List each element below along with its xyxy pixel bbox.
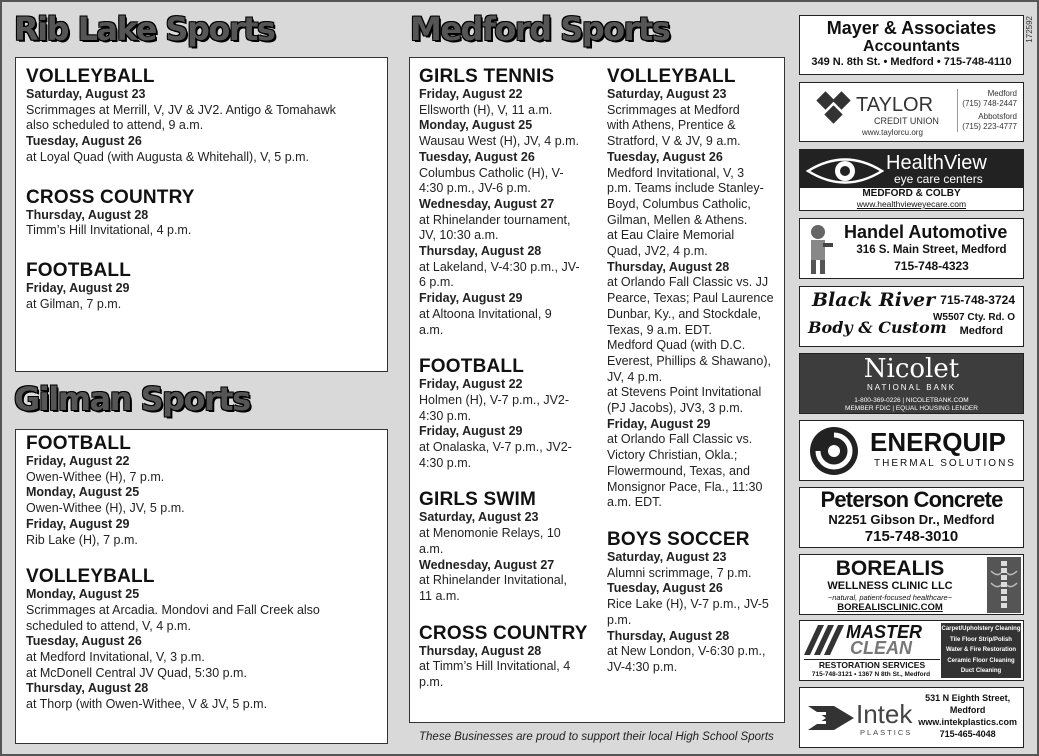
sponsor-note: These Businesses are proud to support their local High School Sports — [419, 731, 774, 743]
intek-name: Intek — [856, 699, 913, 729]
gilman-schedule — [15, 429, 388, 744]
event-date: Saturday, August 23 — [607, 87, 727, 101]
event-detail: Pearce, Texas; Paul Laurence — [607, 291, 774, 306]
ad-number: 172592 — [1025, 16, 1034, 43]
event-detail: Everest, Phillips & Shawano), — [607, 353, 771, 368]
event-detail: Scrimmages at Merrill, V, JV & JV2. Antigo & Tomahawk — [26, 102, 336, 117]
section-title: VOLLEYBALL — [26, 66, 155, 87]
section-title: CROSS COUNTRY — [419, 622, 588, 644]
event-detail: Gilman, Mellen & Athens. — [607, 212, 748, 227]
healthview-locations: MEDFORD & COLBY — [862, 188, 961, 199]
taylor-phone2: (715) 223-4777 — [962, 122, 1017, 131]
blackriver-address: W5507 Cty. Rd. O — [932, 312, 1015, 323]
event-detail: Boyd, Columbus Catholic, — [607, 196, 751, 211]
event-detail: at Orlando Fall Classic vs. JJ — [607, 275, 769, 290]
event-detail: at Menomonie Relays, 10 — [419, 526, 561, 541]
event-detail: scheduled to attend, V, 4 p.m. — [26, 618, 191, 633]
schedule-section — [419, 356, 597, 471]
borealis-tagline: ~natural, patient-focused healthcare~ — [827, 593, 953, 602]
event-detail: at New London, V-6:30 p.m., — [607, 644, 766, 659]
master-name2: CLEAN — [850, 638, 912, 658]
event-date: Friday, August 29 — [607, 416, 711, 431]
master-clean-stripes-icon — [804, 625, 844, 655]
event-date: Tuesday, August 26 — [26, 634, 142, 649]
mayer-address: 349 N. 8th St. • Medford • 715-748-4110 — [811, 56, 1012, 68]
peterson-address: N2251 Gibson Dr., Medford — [828, 512, 995, 527]
event-detail: 4:30 p.m. — [419, 455, 472, 470]
event-detail: also scheduled to attend, 9 a.m. — [26, 118, 204, 133]
ad-taylor-credit-union — [799, 82, 1024, 142]
schedule-section — [419, 623, 597, 691]
event-detail: 4:30 p.m. — [419, 408, 472, 423]
event-date: Saturday, August 23 — [607, 549, 727, 564]
enerquip-sub: THERMAL SOLUTIONS — [874, 458, 1016, 469]
ad-enerquip — [799, 420, 1024, 481]
event-detail: at Onalaska, V-7 p.m., JV2- — [419, 440, 572, 455]
event-date: Thursday, August 28 — [419, 244, 542, 259]
event-detail: at Thorp (with Owen-Withee, V & JV, 5 p.m. — [26, 697, 268, 712]
event-detail: p.m. Teams include Stanley- — [607, 181, 764, 196]
event-detail: 11 a.m. — [419, 588, 460, 603]
event-detail: at Eau Claire Memorial — [607, 228, 735, 243]
taylor-name: TAYLOR — [856, 94, 934, 116]
taylor-sub: CREDIT UNION — [874, 116, 939, 126]
event-date: Thursday, August 28 — [607, 259, 730, 274]
event-detail: Victory Christian, Okla.; — [607, 448, 738, 463]
section-title: FOOTBALL — [26, 433, 132, 454]
rib-lake-banner: Rib Lake Sports — [14, 10, 275, 48]
schedule-section — [419, 489, 597, 604]
event-detail: at Rhinelander tournament, — [419, 212, 571, 227]
event-detail: at Lakeland, V-4:30 p.m., JV- — [419, 259, 580, 274]
section-title: FOOTBALL — [419, 356, 525, 378]
healthview-name: HealthView — [886, 152, 987, 174]
borealis-name: BOREALIS — [835, 557, 945, 580]
medford-right-column — [607, 66, 785, 694]
rib-lake-schedule — [15, 57, 388, 372]
event-detail: Rice Lake (H), V-7 p.m., JV-5 — [607, 597, 769, 612]
event-date: Thursday, August 28 — [419, 643, 542, 658]
event-detail: Texas, 9 a.m. EDT. — [607, 322, 712, 337]
event-detail: at Stevens Point Invitational — [607, 385, 762, 400]
event-detail: Wausau West (H), JV, 4 p.m. — [419, 134, 580, 149]
event-detail: Alumni scrimmage, 7 p.m. — [607, 565, 752, 580]
enerquip-swirl-icon — [804, 425, 864, 477]
event-detail: Quad, JV2, 4 p.m. — [607, 244, 708, 259]
master-name1: MASTER — [846, 622, 922, 642]
blackriver-city: Medford — [959, 325, 1003, 337]
event-detail: Scrimmages at Medford — [607, 102, 740, 117]
event-date: Wednesday, August 27 — [419, 557, 555, 572]
event-date: Thursday, August 28 — [26, 207, 149, 222]
blackriver-name2: Body & Custom — [808, 318, 947, 337]
section-title: VOLLEYBALL — [607, 66, 736, 87]
section-title: GIRLS TENNIS — [419, 66, 555, 87]
taylor-contacts — [957, 89, 1017, 132]
ad-healthview — [799, 149, 1024, 211]
ad-intek-plastics — [799, 687, 1024, 748]
peterson-phone: 715-748-3010 — [864, 528, 959, 545]
event-detail: p.m. — [607, 612, 632, 627]
nicolet-sub: NATIONAL BANK — [866, 383, 957, 392]
healthview-footer — [800, 188, 1023, 210]
event-detail: JV, 10:30 a.m. — [419, 228, 499, 243]
event-date: Monday, August 25 — [26, 587, 140, 602]
borealis-url: BOREALISCLINIC.COM — [837, 602, 943, 613]
event-detail: Medford Quad (with D.C. — [607, 338, 746, 353]
master-service-item: Carpet/Upholstery Cleaning — [941, 626, 1021, 632]
taylor-loc2: Abbotsford — [978, 112, 1017, 121]
schedule-section — [26, 66, 377, 166]
event-detail: Rib Lake (H), 7 p.m. — [26, 532, 138, 547]
master-service-item: Duct Cleaning — [960, 668, 1002, 674]
schedule-section — [607, 66, 785, 511]
event-detail: Columbus Catholic (H), V- — [419, 165, 564, 180]
event-date: Friday, August 29 — [419, 424, 523, 439]
handel-phone: 715-748-4323 — [894, 259, 969, 273]
healthview-url: www.healthvieweyecare.com — [856, 199, 967, 209]
event-date: Friday, August 29 — [26, 516, 130, 531]
schedule-section — [26, 260, 377, 312]
master-services-list — [941, 623, 1021, 678]
event-detail: Flowermound, Texas, and — [607, 463, 750, 478]
spine-icon — [987, 557, 1021, 613]
event-date: Tuesday, August 26 — [26, 134, 142, 149]
intek-address: 531 N Eighth Street, — [925, 693, 1011, 703]
event-date: Tuesday, August 26 — [607, 581, 723, 596]
nicolet-member: MEMBER FDIC | EQUAL HOUSING LENDER — [845, 405, 978, 412]
section-title: BOYS SOCCER — [607, 528, 750, 550]
event-detail: 4:30 p.m., JV-6 p.m. — [419, 181, 531, 196]
intek-contacts — [918, 692, 1017, 740]
mechanic-icon — [805, 223, 833, 275]
schedule-section — [607, 529, 785, 676]
nicolet-name: Nicolet — [863, 354, 960, 384]
section-title: CROSS COUNTRY — [26, 186, 195, 208]
event-date: Friday, August 22 — [419, 377, 523, 392]
event-date: Monday, August 25 — [26, 485, 140, 500]
event-detail: (PJ Jacobs), JV3, 3 p.m. — [607, 401, 744, 416]
intek-phone: 715-465-4048 — [939, 729, 996, 739]
master-contact: 715-748-3121 • 1367 N 8th St., Medford — [811, 671, 931, 678]
master-service-item: Tile Floor Strip/Polish — [950, 636, 1012, 643]
event-detail: a.m. EDT. — [607, 495, 662, 510]
ad-black-river-body-custom — [799, 286, 1024, 347]
blackriver-name1: Black River — [812, 289, 936, 311]
event-detail: 6 p.m. — [419, 275, 454, 290]
event-date: Friday, August 22 — [419, 87, 523, 101]
event-detail: with Athens, Prentice & — [607, 118, 736, 133]
event-detail: at McDonell Central JV Quad, 5:30 p.m. — [26, 665, 247, 680]
master-service-item: Ceramic Floor Cleaning — [947, 657, 1015, 664]
event-detail: a.m. — [419, 322, 444, 337]
event-date: Thursday, August 28 — [607, 628, 730, 643]
event-detail: at Loyal Quad (with Augusta & Whitehall), V, 5 p.m. — [26, 149, 310, 164]
event-detail: Owen-Withee (H), 7 p.m. — [26, 469, 165, 484]
borealis-sub: WELLNESS CLINIC LLC — [827, 580, 953, 592]
master-sub: RESTORATION SERVICES — [804, 659, 940, 670]
schedule-section — [26, 566, 377, 713]
event-detail: Scrimmages at Arcadia. Mondovi and Fall Creek also — [26, 602, 320, 617]
peterson-name: Peterson Concrete — [820, 487, 1003, 512]
intek-arrow-icon — [808, 702, 854, 734]
event-detail: Dunbar, Ky., and Stockdale, — [607, 306, 762, 321]
event-detail: p.m. — [419, 675, 444, 690]
schedule-section — [419, 66, 597, 338]
ad-peterson-concrete — [799, 487, 1024, 548]
event-detail: at Gilman, 7 p.m. — [26, 296, 122, 311]
enerquip-name: ENERQUIP — [870, 427, 1006, 457]
handel-name: Handel Automotive — [844, 222, 1008, 242]
taylor-loc1: Medford — [987, 89, 1017, 98]
section-title: VOLLEYBALL — [26, 566, 155, 588]
eye-icon — [806, 154, 884, 188]
event-date: Tuesday, August 26 — [607, 149, 723, 164]
event-date: Saturday, August 23 — [26, 87, 146, 101]
section-title: FOOTBALL — [26, 259, 132, 281]
gilman-banner: Gilman Sports — [14, 380, 250, 418]
event-detail: Monsignor Pace, Fla., 11:30 — [607, 479, 763, 494]
event-detail: Timm’s Hill Invitational, 4 p.m. — [26, 223, 192, 238]
taylor-url: www.taylorcu.org — [862, 128, 923, 137]
taylor-phone1: (715) 748-2447 — [962, 99, 1017, 108]
event-detail: JV, 4 p.m. — [607, 369, 663, 384]
event-detail: at Altoona Invitational, 9 — [419, 306, 552, 321]
event-date: Thursday, August 28 — [26, 681, 149, 696]
event-detail: Medford Invitational, V, 3 — [607, 165, 745, 180]
ad-nicolet-bank — [799, 353, 1024, 414]
event-detail: at Medford Invitational, V, 3 p.m. — [26, 650, 205, 665]
event-date: Friday, August 29 — [419, 291, 523, 306]
event-detail: at Timm’s Hill Invitational, 4 — [419, 659, 571, 674]
handel-address: 316 S. Main Street, Medford — [856, 244, 1007, 256]
nicolet-contact: 1-800-369-0226 | NICOLETBANK.COM — [854, 397, 969, 404]
event-date: Friday, August 29 — [26, 280, 130, 295]
medford-banner: Medford Sports — [410, 10, 670, 48]
healthview-sub: eye care centers — [894, 172, 983, 186]
medford-schedule — [409, 57, 785, 723]
event-detail: at Orlando Fall Classic vs. — [607, 432, 753, 447]
taylor-logo-icon — [816, 91, 852, 127]
event-detail: a.m. — [419, 541, 444, 556]
ad-borealis — [799, 554, 1024, 615]
event-date: Monday, August 25 — [419, 118, 533, 133]
event-detail: Owen-Withee (H), JV, 5 p.m. — [26, 501, 185, 516]
event-detail: Stratford, V & JV, 9 a.m. — [607, 134, 741, 149]
schedule-section — [26, 433, 377, 548]
section-title: GIRLS SWIM — [419, 489, 537, 511]
event-date: Tuesday, August 26 — [419, 149, 535, 164]
ad-mayer-associates — [799, 15, 1024, 75]
ad-master-clean — [799, 620, 1024, 681]
master-service-item: Water & Fire Restoration — [945, 647, 1017, 653]
event-detail: Ellsworth (H), V, 11 a.m. — [419, 102, 553, 117]
event-date: Saturday, August 23 — [419, 510, 539, 525]
event-detail: at Rhinelander Invitational, — [419, 573, 568, 588]
mayer-sub: Accountants — [863, 38, 960, 55]
ad-handel-automotive — [799, 218, 1024, 279]
blackriver-phone: 715-748-3724 — [940, 293, 1015, 307]
event-detail: Holmen (H), V-7 p.m., JV2- — [419, 392, 570, 407]
intek-url: www.intekplastics.com — [918, 717, 1017, 727]
event-date: Wednesday, August 27 — [419, 196, 555, 211]
event-date: Friday, August 22 — [26, 454, 130, 468]
event-detail: JV-4:30 p.m. — [607, 659, 678, 674]
schedule-section — [26, 187, 377, 239]
mayer-name: Mayer & Associates — [826, 18, 997, 38]
medford-left-column — [419, 66, 597, 709]
intek-sub: PLASTICS — [860, 728, 913, 737]
intek-city: Medford — [949, 705, 986, 715]
